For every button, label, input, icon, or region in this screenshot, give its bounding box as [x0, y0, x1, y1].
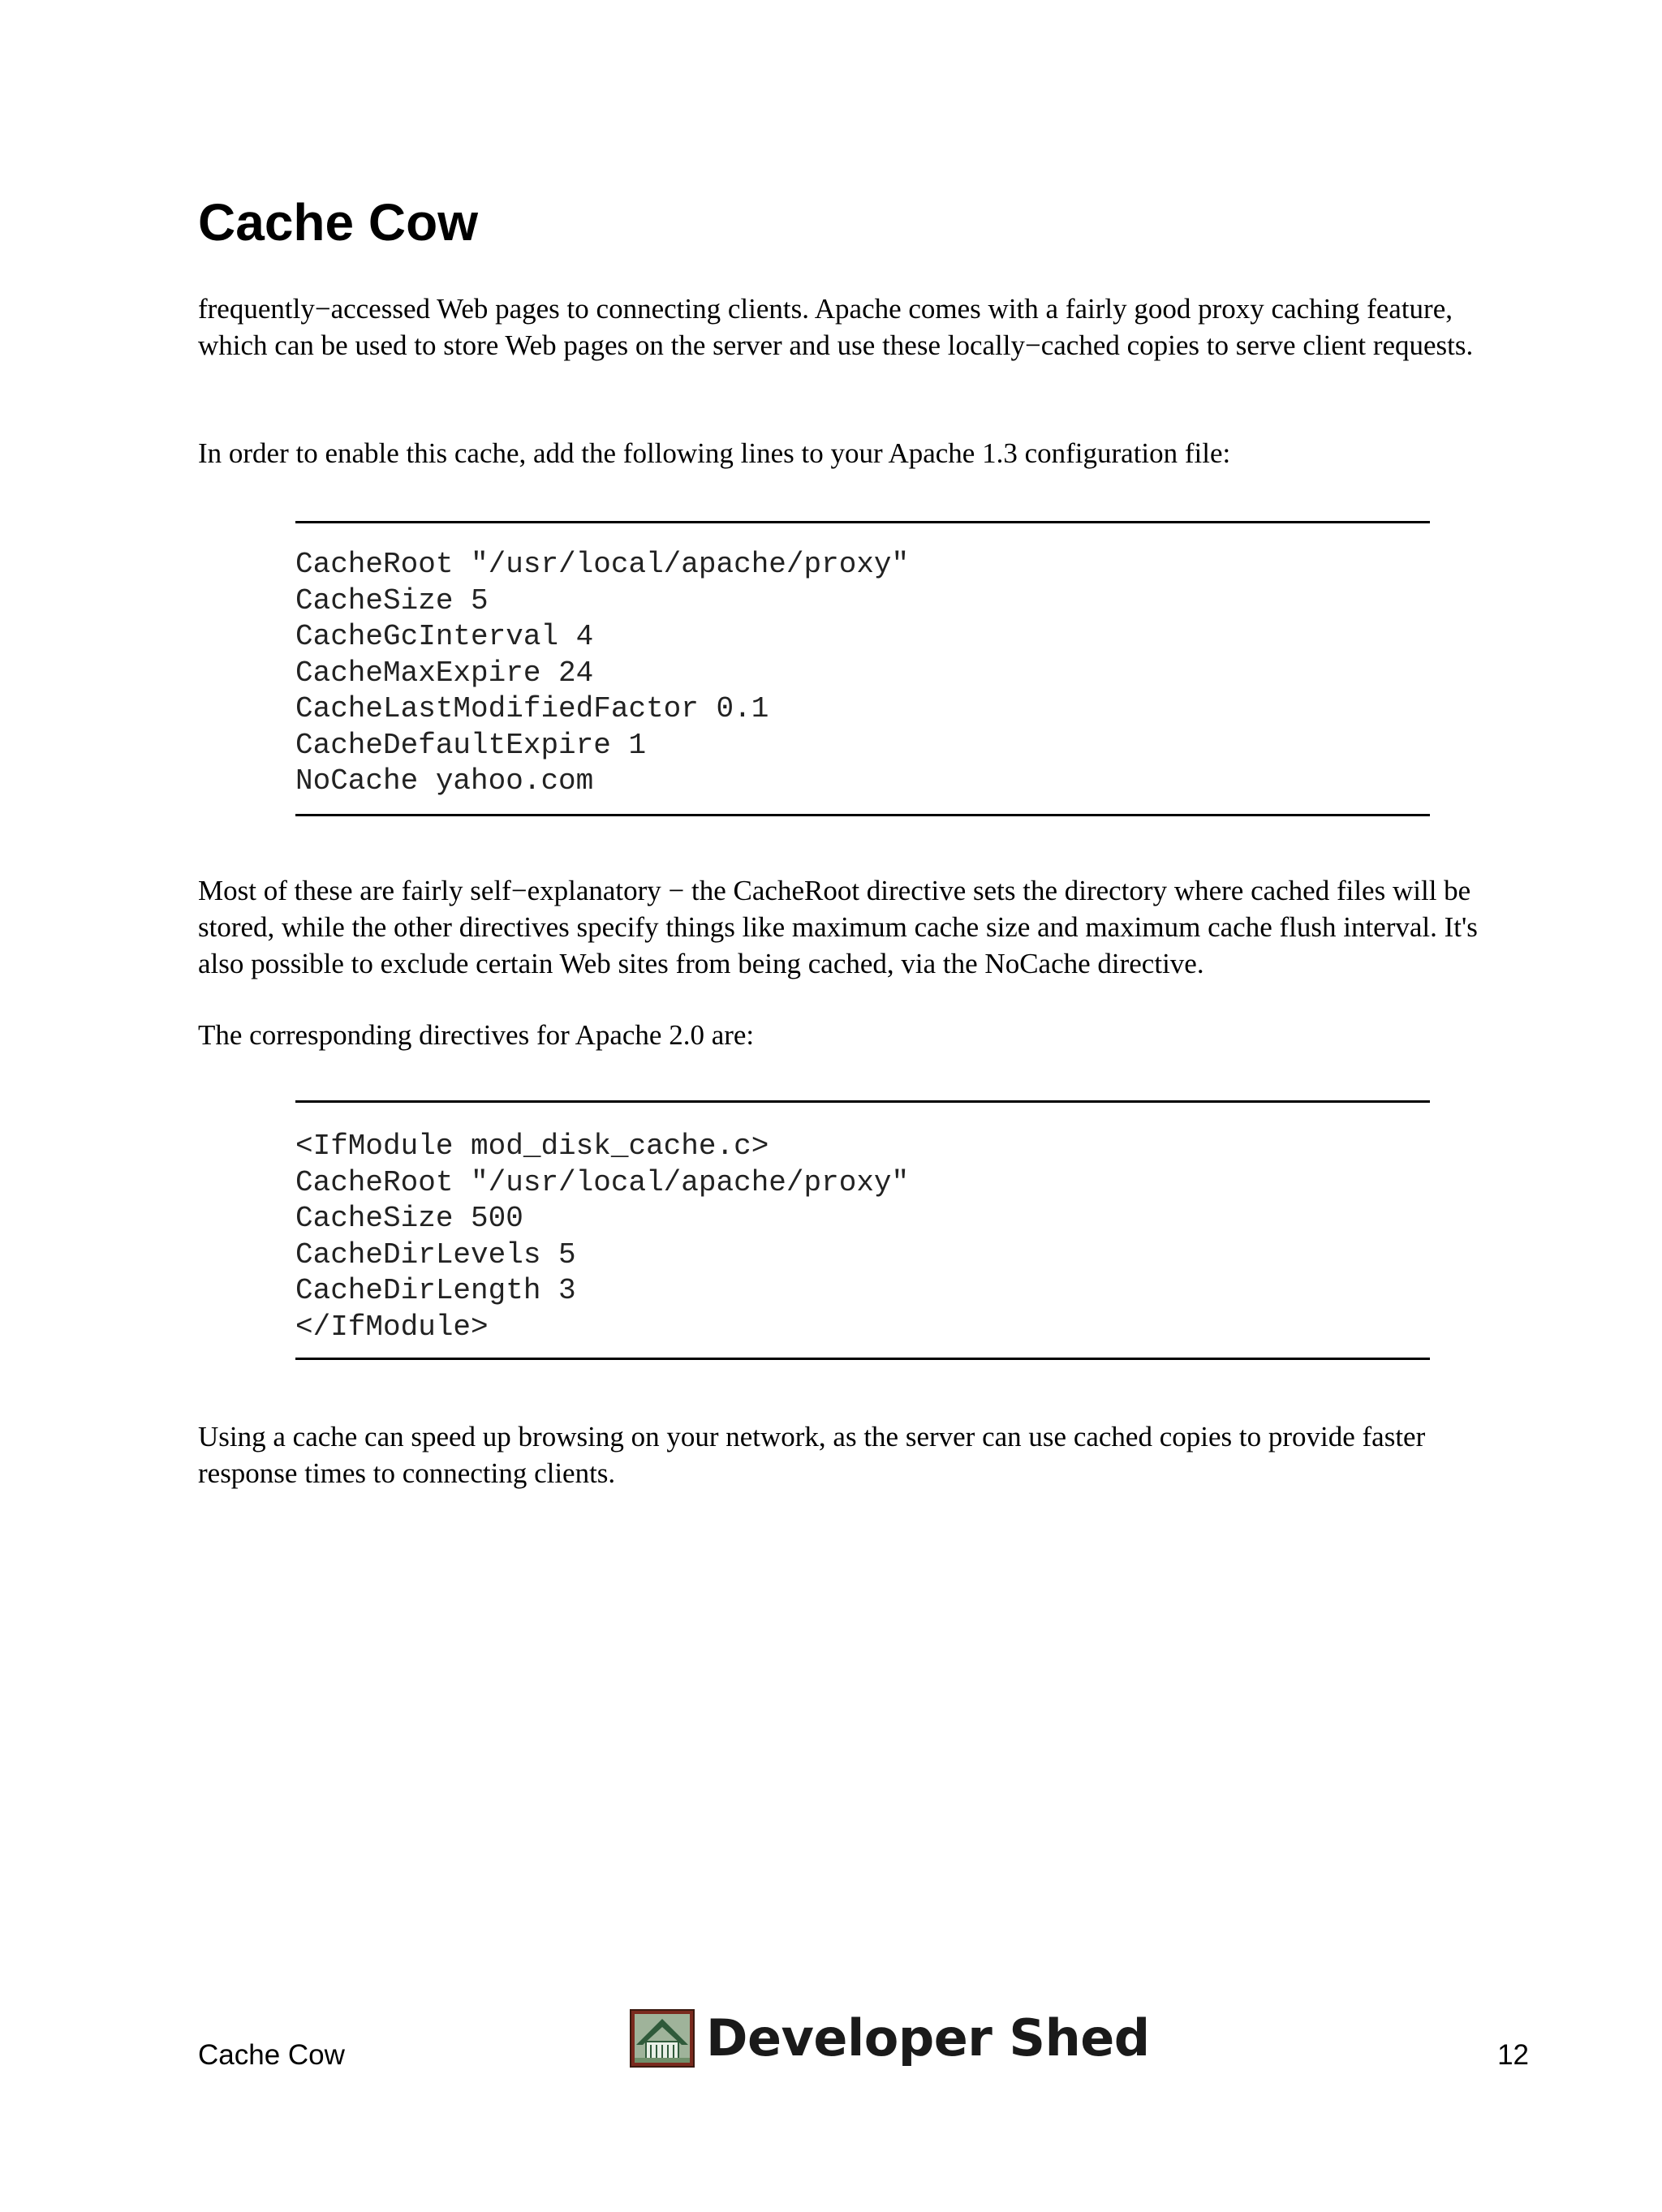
developer-shed-house-icon	[630, 2009, 695, 2068]
logo-wordmark: Developer Shed	[706, 2008, 1150, 2068]
code-block-apache13	[295, 521, 1430, 816]
code-text-apache20: <IfModule mod_disk_cache.c> CacheRoot "/usr/local/apache/proxy" CacheSize 500 CacheDirLevels 5 CacheDirLength 3 </IfModule>	[295, 1130, 910, 1344]
page-title: Cache Cow	[198, 193, 478, 252]
page-number: 12	[1497, 2039, 1529, 2071]
paragraph-enable-cache: In order to enable this cache, add the following lines to your Apache 1.3 configuration file:	[198, 437, 1231, 469]
paragraph-conclusion: Using a cache can speed up browsing on your network, as the server can use cached copies to provide faster response times to connecting clients.	[198, 1421, 1426, 1489]
code-block-apache20	[295, 1100, 1430, 1360]
developer-shed-logo	[630, 2008, 1150, 2069]
code-text-apache13: CacheRoot "/usr/local/apache/proxy" CacheSize 5 CacheGcInterval 4 CacheMaxExpire 24 CacheLastModifiedFactor 0.1 CacheDefaultExpire 1 NoCache yahoo.com	[295, 548, 910, 798]
paragraph-intro: frequently−accessed Web pages to connecting clients. Apache comes with a fairly good proxy caching feature, which can be used to store Web pages on the server and use these locally−cached copies to serve client requests.	[198, 293, 1474, 361]
paragraph-explanation: Most of these are fairly self−explanatory − the CacheRoot directive sets the directory where cached files will be stored, while the other directives specify things like maximum cache size and maximum cache flush interval. It's also possible to exclude certain Web sites from being cached, via the NoCache directive.	[198, 875, 1478, 979]
footer-title: Cache Cow	[198, 2039, 345, 2071]
paragraph-apache20: The corresponding directives for Apache 2.0 are:	[198, 1019, 755, 1051]
